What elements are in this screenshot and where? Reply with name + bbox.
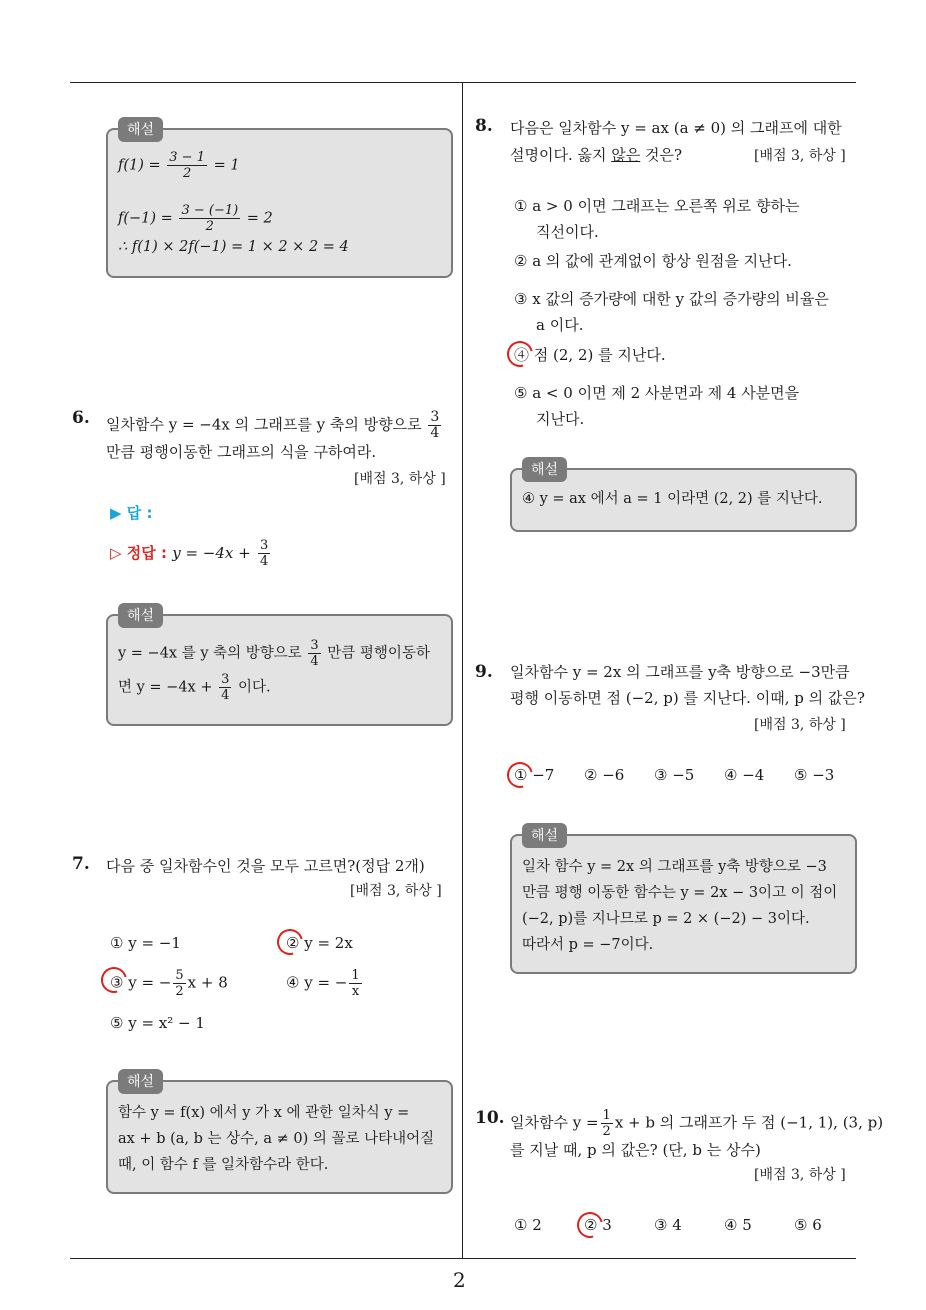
top-rule [70,82,856,83]
q6-number: 6. [72,408,90,428]
sol5-line2: f(−1) = $\frac{3 - (-1)}{2}$ = 2 [118,203,273,234]
sol9-line2: 만큼 평행 이동한 함수는 y = 2x − 3이고 이 점이 [522,885,838,901]
q7-text: 다음 중 일차함수인 것을 모두 고르면?(정답 2개) [106,857,425,875]
sol5-line1: f(1) = $\frac{3 - 1}{2}$ = 1 [118,150,240,181]
q7-score: [배점 3, 하상 ] [350,883,442,899]
sol6-line1: y = −4x 를 y 축의 방향으로 $\frac{3}{4}$ 만큼 평행이동하 [118,638,430,669]
answer-mark-circle [502,336,538,372]
q9-number: 9. [475,662,493,682]
solution-tag: 해설 [522,457,567,482]
answer-mark-circle [502,757,538,793]
q6-score: [배점 3, 하상 ] [354,471,446,487]
q9-score: [배점 3, 하상 ] [754,717,846,733]
q8-option-2[interactable]: ② a 의 값에 관계없이 항상 원점을 지난다. [514,252,792,270]
sol7-line2: ax + b (a, b 는 상수, a ≠ 0) 의 꼴로 나타내어질 [118,1131,435,1147]
q8-option-5[interactable]: ⑤ a < 0 이면 제 2 사분면과 제 4 사분면을 지난다. [514,384,800,428]
q8-line2: 설명이다. 옳지 않은 것은? [510,146,683,164]
sol9-line3: (−2, p)를 지나므로 p = 2 × (−2) − 3이다. [522,911,810,927]
answer-mark-circle [272,924,308,960]
q9-option-3[interactable]: ③ −5 [654,766,695,784]
page-number: 2 [453,1268,466,1292]
sol9-line1: 일차 함수 y = 2x 의 그래프를 y축 방향으로 −3 [522,859,827,875]
q7-option-3[interactable]: ③ y = − $\frac{5}{2}$ x + 8 [110,968,228,999]
solution-tag: 해설 [118,117,163,142]
sol8-line1: ④ y = ax 에서 a = 1 이라면 (2, 2) 를 지난다. [522,491,823,507]
column-divider [462,82,463,1258]
q9-option-1[interactable]: ① −7 [514,766,555,784]
sol7-line1: 함수 y = f(x) 에서 y 가 x 에 관한 일차식 y = [118,1105,410,1121]
q7-option-4[interactable]: ④ y = − $\frac{1}{x}$ [286,968,360,999]
sol5-line3: ∴ f(1) × 2f(−1) = 1 × 2 × 2 = 4 [118,239,349,255]
solution-tag: 해설 [118,1069,163,1094]
q9-line2: 평행 이동하면 점 (−2, p) 를 지난다. 이때, p 의 값은? [510,689,865,707]
q7-option-2[interactable]: ② y = 2x [286,934,353,952]
q7-number: 7. [72,854,90,874]
q8-score: [배점 3, 하상 ] [754,148,846,164]
q6-line1: 일차함수 y = −4x 의 그래프를 y 축의 방향으로 $\frac{3}{4}$ [106,409,440,441]
sol9-line4: 따라서 p = −7이다. [522,937,654,953]
q8-number: 8. [475,116,493,136]
q9-option-5[interactable]: ⑤ −3 [794,766,835,784]
q6-answer-label: ▶ 답 : [110,504,153,522]
answer-mark-circle [572,1207,608,1243]
q7-option-5[interactable]: ⑤ y = x² − 1 [110,1014,205,1032]
solution-tag: 해설 [118,603,163,628]
q10-option-4[interactable]: ④ 5 [724,1216,752,1234]
sol6-line2: 면 y = −4x + $\frac{3}{4}$ 이다. [118,672,271,703]
q8-option-3[interactable]: ③ x 값의 증가량에 대한 y 값의 증가량의 비율은 a 이다. [514,290,829,334]
q8-line1: 다음은 일차함수 y = ax (a ≠ 0) 의 그래프에 대한 [510,119,842,137]
q8-option-4[interactable]: ④ 점 (2, 2) 를 지난다. [514,346,666,364]
q10-number: 10. [475,1108,505,1128]
q9-option-2[interactable]: ② −6 [584,766,625,784]
q9-option-4[interactable]: ④ −4 [724,766,765,784]
q10-line2: 를 지날 때, p 의 값은? (단, b 는 상수) [510,1141,761,1159]
q8-option-1[interactable]: ① a > 0 이면 그래프는 오른쪽 위로 향하는 직선이다. [514,197,800,241]
solution-tag: 해설 [522,823,567,848]
q10-option-2[interactable]: ② 3 [584,1216,612,1234]
q6-correct-answer: ▷ 정답 : y = −4x + $\frac{3}{4}$ [110,538,269,569]
sol7-line3: 때, 이 함수 f 를 일차함수라 한다. [118,1157,329,1173]
q10-option-1[interactable]: ① 2 [514,1216,542,1234]
q7-option-1[interactable]: ① y = −1 [110,934,181,952]
solution-box-q6 [106,614,453,726]
q9-line1: 일차함수 y = 2x 의 그래프를 y축 방향으로 −3만큼 [510,663,850,681]
q10-option-5[interactable]: ⑤ 6 [794,1216,822,1234]
q10-line1: 일차함수 y = $\frac{1}{2}$ x + b 의 그래프가 두 점 (−1, 1), (3, p) [510,1108,884,1139]
bottom-rule [70,1258,856,1259]
q10-option-3[interactable]: ③ 4 [654,1216,682,1234]
q10-score: [배점 3, 하상 ] [754,1167,846,1183]
q6-line2: 만큼 평행이동한 그래프의 식을 구하여라. [106,443,377,461]
